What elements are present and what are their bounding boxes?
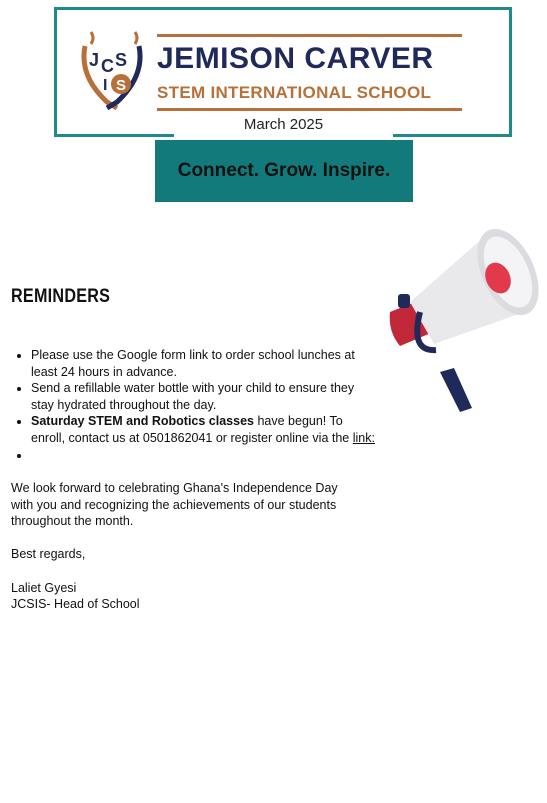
svg-text:S: S bbox=[116, 77, 127, 94]
list-item bbox=[31, 413, 376, 446]
reminders-list bbox=[11, 347, 376, 463]
regards: Best regards, bbox=[11, 547, 86, 562]
svg-text:C: C bbox=[101, 56, 114, 76]
closing bbox=[11, 480, 341, 613]
list-item bbox=[31, 447, 376, 464]
school-subtitle: STEM INTERNATIONAL SCHOOL bbox=[157, 83, 432, 102]
list-item-bold: Saturday STEM and Robotics classes bbox=[31, 414, 254, 429]
list-item-text: have begun! To enroll, contact us at 0501862041 or register online via the bbox=[31, 414, 353, 445]
reminders-title: REMINDERS bbox=[11, 286, 111, 307]
megaphone-icon bbox=[380, 222, 540, 412]
list-item bbox=[31, 380, 376, 413]
issue-month: March 2025 bbox=[174, 112, 393, 138]
list-item bbox=[31, 347, 376, 380]
signer-role: JCSIS- Head of School bbox=[11, 597, 140, 612]
slogan-banner: Connect. Grow. Inspire. bbox=[155, 140, 413, 202]
closing-paragraph: We look forward to celebrating Ghana's Independence Day with you and recognizing the achievements of our students throughout the month. bbox=[11, 481, 338, 529]
school-name: JEMISON CARVER bbox=[157, 42, 434, 75]
svg-text:S: S bbox=[115, 50, 128, 70]
rule-top bbox=[157, 34, 462, 37]
svg-text:J: J bbox=[89, 50, 100, 70]
school-logo bbox=[77, 26, 147, 112]
list-item-text: Please use the Google form link to order school lunches at least 24 hours in advance. bbox=[31, 348, 355, 379]
signer-name: Laliet Gyesi bbox=[11, 580, 77, 595]
rule-bottom bbox=[157, 108, 462, 111]
list-item-text: Send a refillable water bottle with your child to ensure they stay hydrated throughout the day. bbox=[31, 381, 355, 412]
svg-text:I: I bbox=[103, 77, 108, 94]
register-link[interactable]: link: bbox=[352, 430, 375, 445]
